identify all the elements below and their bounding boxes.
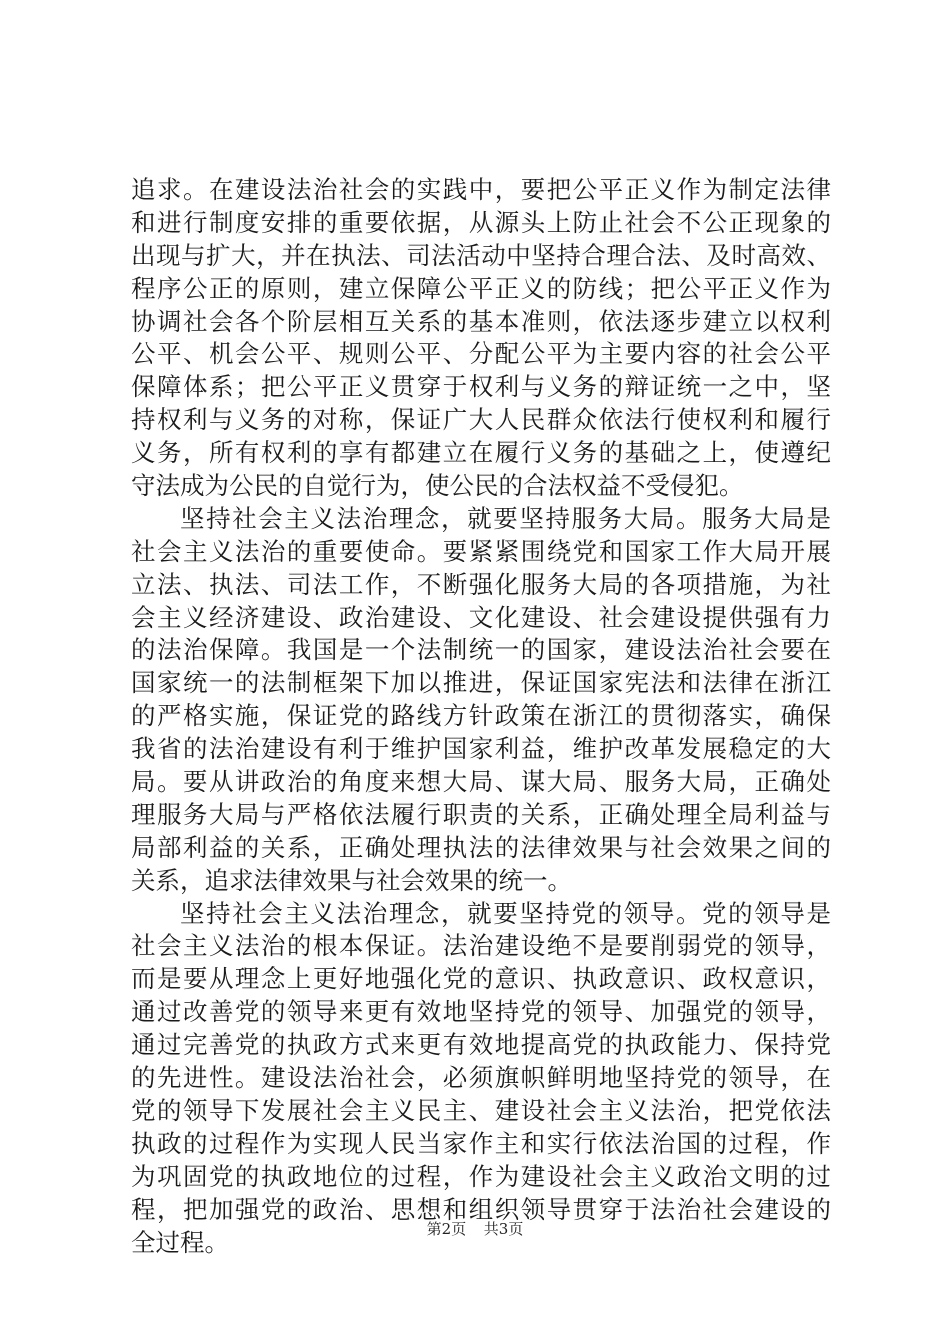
paragraph (131, 503, 831, 898)
text-line: 的先进性。建设法治社会，必须旗帜鲜明地坚持党的领导，在 (131, 1063, 831, 1093)
text-line: 坚持社会主义法治理念，就要坚持党的领导。党的领导是 (180, 898, 831, 928)
text-line: 为巩固党的执政地位的过程，作为建设社会主义政治文明的过 (131, 1161, 831, 1191)
paragraph (131, 174, 831, 503)
text-line: 党的领导下发展社会主义民主、建设社会主义法治，把党依法 (131, 1095, 831, 1125)
text-line: 义务，所有权利的享有都建立在履行义务的基础之上，使遵纪 (131, 438, 831, 468)
page-number: 第2页 (426, 1220, 467, 1238)
text-line: 协调社会各个阶层相互关系的基本准则，依法逐步建立以权利 (131, 306, 831, 336)
text-line: 局。要从讲政治的角度来想大局、谋大局、服务大局，正确处 (131, 767, 831, 797)
text-line: 程，把加强党的政治、思想和组织领导贯穿于法治社会建设的 (131, 1194, 831, 1224)
text-line: 立法、执法、司法工作，不断强化服务大局的各项措施，为社 (131, 569, 831, 599)
paragraph (131, 898, 831, 1260)
text-line: 而是要从理念上更好地强化党的意识、执政意识、政权意识， (131, 964, 831, 994)
text-line: 出现与扩大，并在执法、司法活动中坚持合理合法、及时高效、 (131, 240, 831, 270)
text-line: 坚持社会主义法治理念，就要坚持服务大局。服务大局是 (180, 503, 831, 533)
text-line: 通过改善党的领导来更有效地坚持党的领导、加强党的领导， (131, 997, 831, 1027)
text-line: 会主义经济建设、政治建设、文化建设、社会建设提供强有力 (131, 602, 831, 632)
text-line: 理服务大局与严格依法履行职责的关系，正确处理全局利益与 (131, 799, 831, 829)
text-line: 局部利益的关系，正确处理执法的法律效果与社会效果之间的 (131, 832, 831, 862)
text-line: 执政的过程作为实现人民当家作主和实行依法治国的过程，作 (131, 1128, 831, 1158)
text-line: 我省的法治建设有利于维护国家利益，维护改革发展稳定的大 (131, 734, 831, 764)
text-line: 通过完善党的执政方式来更有效地提高党的执政能力、保持党 (131, 1030, 831, 1060)
text-line: 和进行制度安排的重要依据，从源头上防止社会不公正现象的 (131, 207, 831, 237)
text-line: 公平、机会公平、规则公平、分配公平为主要内容的社会公平 (131, 339, 831, 369)
text-line: 国家统一的法制框架下加以推进，保证国家宪法和法律在浙江 (131, 668, 831, 698)
text-line: 的严格实施，保证党的路线方针政策在浙江的贯彻落实，确保 (131, 701, 831, 731)
text-line: 关系，追求法律效果与社会效果的统一。 (131, 865, 572, 895)
text-line: 持权利与义务的对称，保证广大人民群众依法行使权利和履行 (131, 405, 831, 435)
text-line: 保障体系；把公平正义贯穿于权利与义务的辩证统一之中，坚 (131, 372, 831, 402)
page-footer (0, 1219, 950, 1239)
text-line: 全过程。 (131, 1227, 229, 1257)
text-line: 守法成为公民的自觉行为，使公民的合法权益不受侵犯。 (131, 471, 744, 501)
text-line: 社会主义法治的重要使命。要紧紧围绕党和国家工作大局开展 (131, 536, 831, 566)
text-line: 社会主义法治的根本保证。法治建设绝不是要削弱党的领导， (131, 931, 831, 961)
text-line: 的法治保障。我国是一个法制统一的国家，建设法治社会要在 (131, 635, 831, 665)
text-line: 追求。在建设法治社会的实践中，要把公平正义作为制定法律 (131, 175, 831, 204)
document-body (131, 174, 831, 1259)
page-total: 共3页 (483, 1220, 524, 1238)
text-line: 程序公正的原则，建立保障公平正义的防线；把公平正义作为 (131, 273, 831, 303)
